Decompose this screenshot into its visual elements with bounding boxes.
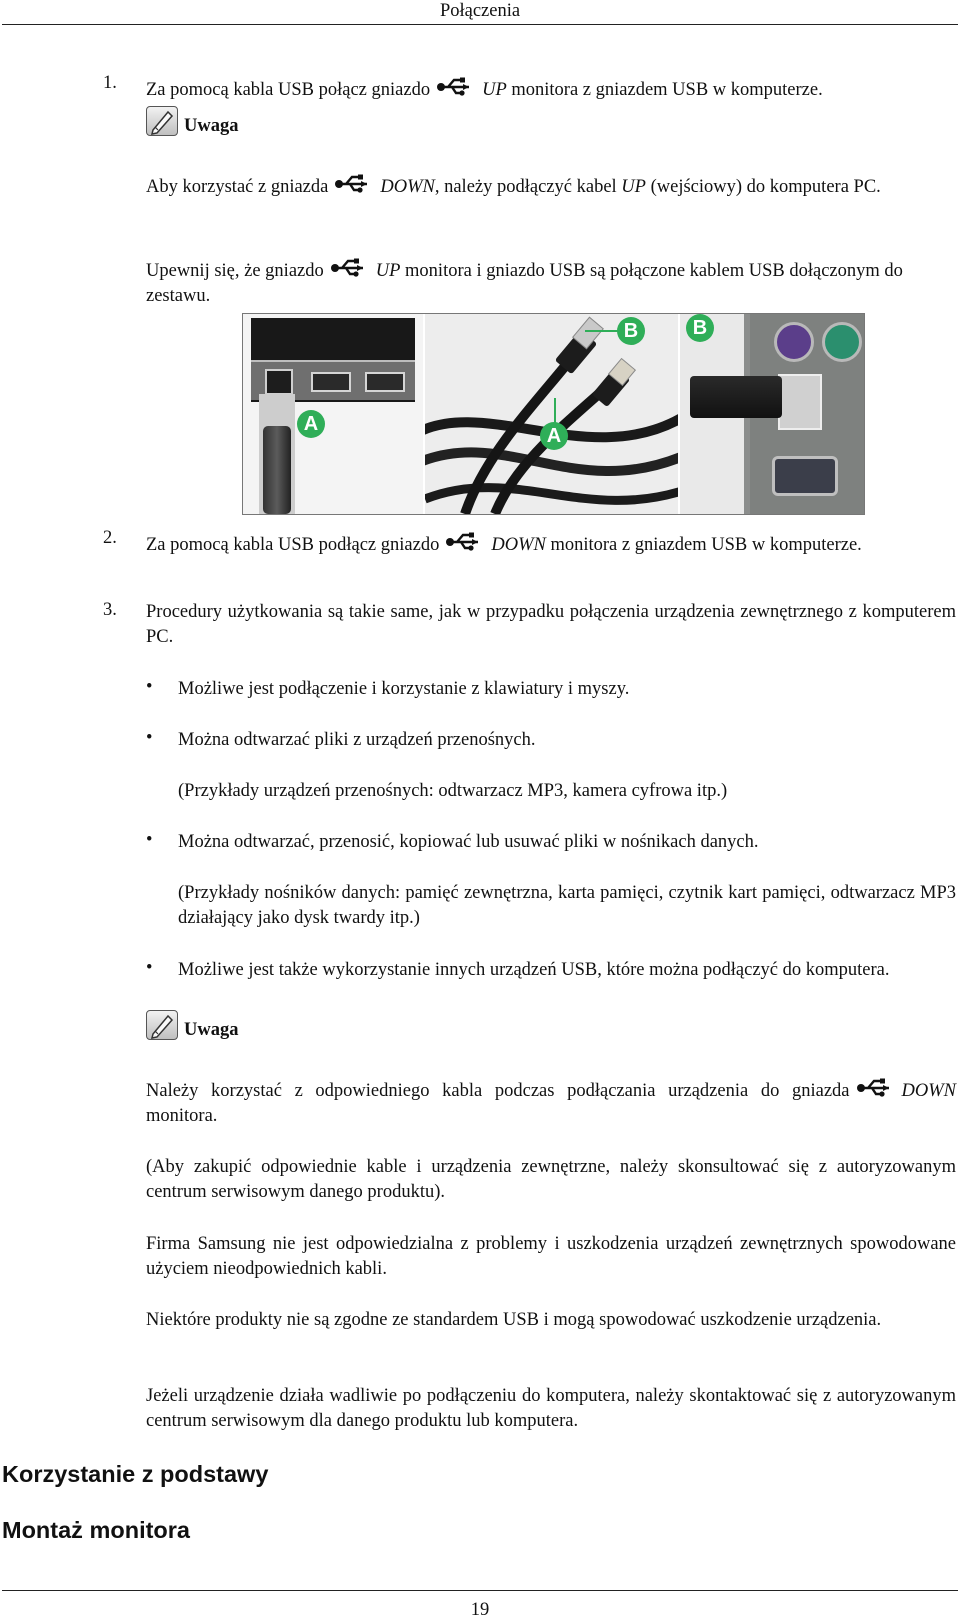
- note-icon: [146, 1010, 178, 1040]
- note-2-paragraph-1: [146, 1079, 956, 1129]
- step-2-text: [146, 533, 956, 558]
- bullet-4-text: Możliwe jest także wykorzystanie innych urządzeń USB, które można podłączyć do komputera.: [178, 960, 890, 980]
- usb-icon: [445, 531, 481, 551]
- badge-a: A: [540, 422, 568, 450]
- usb-icon: [856, 1077, 892, 1097]
- section-heading-assembly: Montaż monitora: [2, 1517, 190, 1543]
- bullet-marker: •: [146, 958, 153, 978]
- note-1-p1-after: (wejściowy) do komputera PC.: [645, 177, 881, 197]
- note-icon: [146, 106, 178, 136]
- step-1-port: UP: [482, 80, 507, 100]
- note-1-label: Uwaga: [184, 116, 239, 136]
- footer-rule: [2, 1590, 958, 1591]
- step-1-text-after: monitora z gniazdem USB w komputerze.: [506, 80, 823, 100]
- note-2: [146, 1010, 238, 1040]
- note-2-paragraph-3: Firma Samsung nie jest odpowiedzialna z problemy i uszkodzenia urządzeń zewnętrznych spowodowane użyciem nieodpowiednich kabli.: [146, 1234, 956, 1279]
- bullet-marker: •: [146, 677, 153, 697]
- note-2-paragraph-2: (Aby zakupić odpowiednie kable i urządzenia zewnętrzne, należy skonsultować się z autoryzowanym centrum serwisowym danego produktu).: [146, 1157, 956, 1202]
- bullet-1-text: Możliwe jest podłączenie i korzystanie z klawiatury i myszy.: [178, 679, 630, 699]
- usb-icon: [330, 257, 366, 277]
- header-rule: [2, 24, 958, 25]
- step-2-number: 2.: [103, 528, 117, 548]
- monitor-usb-ports-panel: [243, 314, 423, 514]
- note-1-p2-after: monitora i gniazdo USB są połączone kablem USB dołączonym do zestawu.: [146, 261, 903, 306]
- step-2-port: DOWN: [491, 535, 546, 555]
- note-2-p1-port: DOWN: [901, 1081, 956, 1101]
- step-1-text: [146, 78, 956, 103]
- pc-rear-panel: [680, 314, 864, 514]
- note-1-p2-before: Upewnij się, że gniazdo: [146, 261, 324, 281]
- note-1-p2-port: UP: [375, 261, 401, 281]
- bullet-marker: •: [146, 728, 153, 748]
- note-2-p1-after: monitora.: [146, 1106, 218, 1126]
- note-1-p1-mid: , należy podłączyć kabel: [434, 177, 622, 197]
- section-heading-stand: Korzystanie z podstawy: [2, 1461, 269, 1487]
- usb-icon: [436, 76, 472, 96]
- note-2-label: Uwaga: [184, 1020, 239, 1040]
- bullet-3-text: Można odtwarzać, przenosić, kopiować lub usuwać pliki w nośnikach danych.: [178, 832, 759, 852]
- bullet-marker: •: [146, 830, 153, 850]
- note-2-p1-before: Należy korzystać z odpowiedniego kabla podczas podłączania urządzenia do gniazda: [146, 1081, 850, 1101]
- step-3-number: 3.: [103, 600, 117, 620]
- note-1-p1-port: DOWN: [380, 177, 435, 197]
- note-1: [146, 106, 238, 136]
- step-3-text: Procedury użytkowania są takie same, jak w przypadku połączenia urządzenia zewnętrznego z komputerem PC.: [146, 602, 956, 647]
- note-1-paragraph-1: [146, 175, 956, 200]
- note-1-paragraph-2: [146, 259, 956, 309]
- bullet-2-text: Można odtwarzać pliki z urządzeń przenośnych.: [178, 730, 536, 750]
- badge-a: A: [297, 410, 325, 438]
- step-1-number: 1.: [103, 73, 117, 93]
- usb-cable-panel: [425, 314, 678, 514]
- usb-icon: [334, 173, 370, 193]
- bullet-2-example: (Przykłady urządzeń przenośnych: odtwarzacz MP3, kamera cyfrowa itp.): [178, 781, 728, 801]
- step-1-text-before: Za pomocą kabla USB połącz gniazdo: [146, 80, 431, 100]
- step-2-text-before: Za pomocą kabla USB podłącz gniazdo: [146, 535, 440, 555]
- note-1-p1-before: Aby korzystać z gniazda: [146, 177, 329, 197]
- badge-b: B: [686, 314, 714, 342]
- badge-b: B: [617, 317, 645, 345]
- note-2-paragraph-4: Niektóre produkty nie są zgodne ze standardem USB i mogą spowodować uszkodzenie urządzenia.: [146, 1310, 882, 1330]
- page-header-title: Połączenia: [439, 1, 521, 21]
- note-1-p1-up: UP: [621, 177, 646, 197]
- usb-connection-photo: [242, 313, 865, 515]
- note-2-paragraph-5: Jeżeli urządzenie działa wadliwie po podłączeniu do komputera, należy skontaktować się z autoryzowanym centrum serwisowym dla danego produktu lub komputera.: [146, 1386, 956, 1431]
- step-2-text-after: monitora z gniazdem USB w komputerze.: [545, 535, 862, 555]
- bullet-3-example: (Przykłady nośników danych: pamięć zewnętrzna, karta pamięci, czytnik kart pamięci, odtwarzacz MP3 działający jako dysk twardy itp.): [178, 883, 956, 928]
- page-number: 19: [470, 1600, 490, 1620]
